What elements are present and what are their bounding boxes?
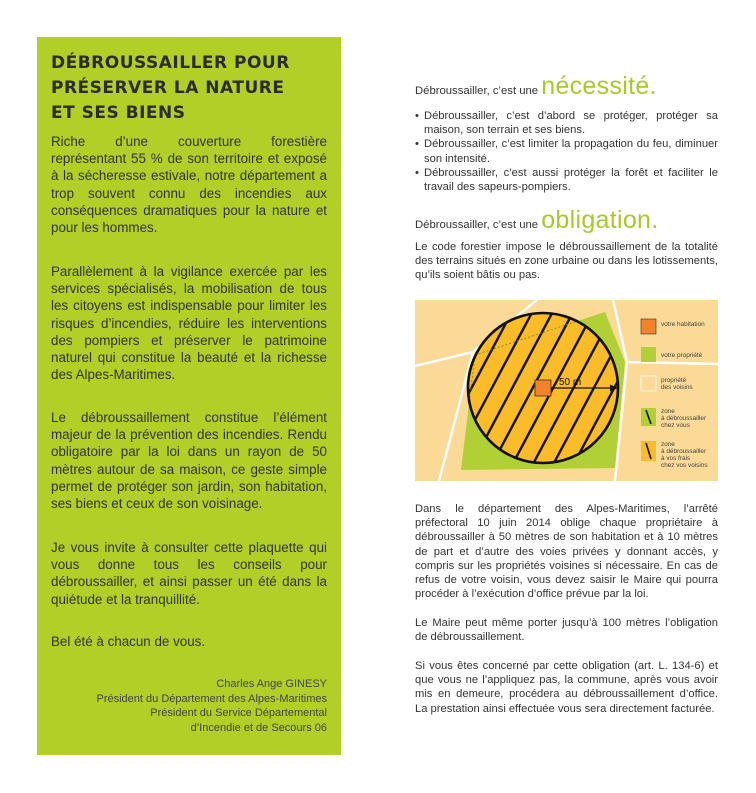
heading-suffix: . xyxy=(649,72,657,100)
editorial-paragraph: Je vous invite à consulter cette plaquette qui vous donne tous les conseils pour débroussailler, et ainsi passer un été dans la quiétude et la tranquillité. xyxy=(51,540,327,607)
legend-neighbour-label: propriété xyxy=(661,377,687,384)
heading-prefix: Débroussailler, c’est une xyxy=(415,85,542,97)
house-icon xyxy=(535,380,551,396)
obligation-paragraph: Le code forestier impose le débroussaillement de la totalité des terrains situés en zone urbaine ou dans les lotissements, qu’ils soient bâtis ou pas. xyxy=(415,241,718,282)
list-item-text: Débroussailler, c’est aussi protéger la forêt et faciliter le travail des sapeurs-pompiers. xyxy=(424,166,718,194)
maire-paragraph: Le Maire peut même porter jusqu’à 100 mètres l’obligation de débroussaillement. xyxy=(415,617,718,644)
editorial-paragraph: Le débroussaillement constitue l’élément majeur de la prévention des incendies. Rendu obligatoire par la loi dans un rayon de 50 mètres autour de sa maison, ce geste simple permet de protéger son jardin, son habitation, ses biens et ceux de son voisinage. xyxy=(51,410,327,512)
signature-line: Président du Département des Alpes-Maritimes xyxy=(96,692,327,705)
heading-suffix: . xyxy=(651,206,659,234)
prefecture-paragraph: Dans le département des Alpes-Maritimes, l’arrêté préfectoral 10 juin 2014 oblige chaque propriétaire à débroussailler à 50 mètres de son habitation et à 10 mètres de part et d’autre des voies privées y donnant accès, y compris sur les propriétés voisines si nécessaire. En cas de refus de votre voisin, vous devez saisir le Maire qui pourra procéder à l’exécution d’office prévue par la loi. xyxy=(415,503,718,601)
legend-habitation-label: votre habitation xyxy=(661,321,705,328)
legend-zone-you-label: chez vous xyxy=(661,422,690,429)
legend-zone-neighbours-label: à débroussailler xyxy=(661,448,707,455)
legend-neighbour-swatch xyxy=(641,376,656,391)
obligation-heading xyxy=(415,206,659,235)
heading-prefix: Débroussailler, c’est une xyxy=(415,219,542,231)
editorial-panel xyxy=(37,37,341,755)
list-item-text: Débroussailler, c’est d’abord se protéger, protéger sa maison, son terrain et ses biens. xyxy=(424,110,718,137)
signature-line: Charles Ange GINESY xyxy=(216,678,327,690)
bullet-icon: • xyxy=(415,138,419,151)
list-item-text: Débroussailler, c’est limiter la propagation du feu, diminuer son intensité. xyxy=(424,138,718,165)
legend-zone-neighbours-label: à vos frais xyxy=(661,455,691,462)
list-item xyxy=(415,137,718,165)
editorial-paragraph: Parallèlement à la vigilance exercée par les services spécialisés, la mobilisation de tous les citoyens est indispensable pour limiter les risques d’incendies, réduire les interventions des pompiers et préserver le patrimoine naturel qui constitue la beauté et la richesse des Alpes-Maritimes. xyxy=(51,264,327,383)
title-line: DÉBROUSSAILLER POUR xyxy=(51,53,290,73)
heading-keyword: obligation xyxy=(541,206,652,234)
editorial-paragraph: Riche d’une couverture forestière représentant 55 % de son territoire et exposé à la sécheresse estivale, notre département a trop souvent connu des incendies aux conséquences dramatiques pour la nature et pour les hommes. xyxy=(51,134,327,236)
bullet-icon: • xyxy=(415,110,419,122)
bullet-icon: • xyxy=(415,166,419,179)
list-item xyxy=(415,166,718,194)
signature-block xyxy=(45,677,327,735)
legend-zone-neighbours-label: zone xyxy=(661,441,675,448)
editorial-paragraph: Bel été à chacun de vous. xyxy=(51,634,206,649)
legend-neighbour-label: des voisins xyxy=(661,384,693,391)
legend-property-swatch xyxy=(641,347,656,362)
panel-title xyxy=(51,51,331,126)
legend-zone-neighbours-label: chez vos voisins xyxy=(661,462,708,469)
title-line: ET SES BIENS xyxy=(51,103,186,123)
signature-line: d’Incendie et de Secours 06 xyxy=(190,721,327,734)
signature-line: Président du Service Départemental xyxy=(150,707,327,719)
legend-zone-you-label: zone xyxy=(661,408,675,415)
radius-label: 50 m xyxy=(559,377,582,388)
legend-property-label: votre propriété xyxy=(661,352,703,359)
title-line: PRÉSERVER LA NATURE xyxy=(51,78,285,98)
heading-keyword: nécessité xyxy=(541,72,650,100)
debroussaillement-diagram xyxy=(415,300,718,481)
necessite-heading xyxy=(415,72,657,101)
sanction-paragraph: Si vous êtes concerné par cette obligation (art. L. 134-6) et que vous ne l’appliquez pas, la commune, après vous avoir mis en demeure, procédera au débroussaillement d’office. La prestation ainsi effectuée vous sera directement facturée. xyxy=(415,660,718,715)
legend-habitation-swatch xyxy=(641,319,656,334)
bullet-list xyxy=(415,109,718,194)
legend-zone-you-label: à débroussailler xyxy=(661,415,707,422)
list-item xyxy=(415,109,718,137)
